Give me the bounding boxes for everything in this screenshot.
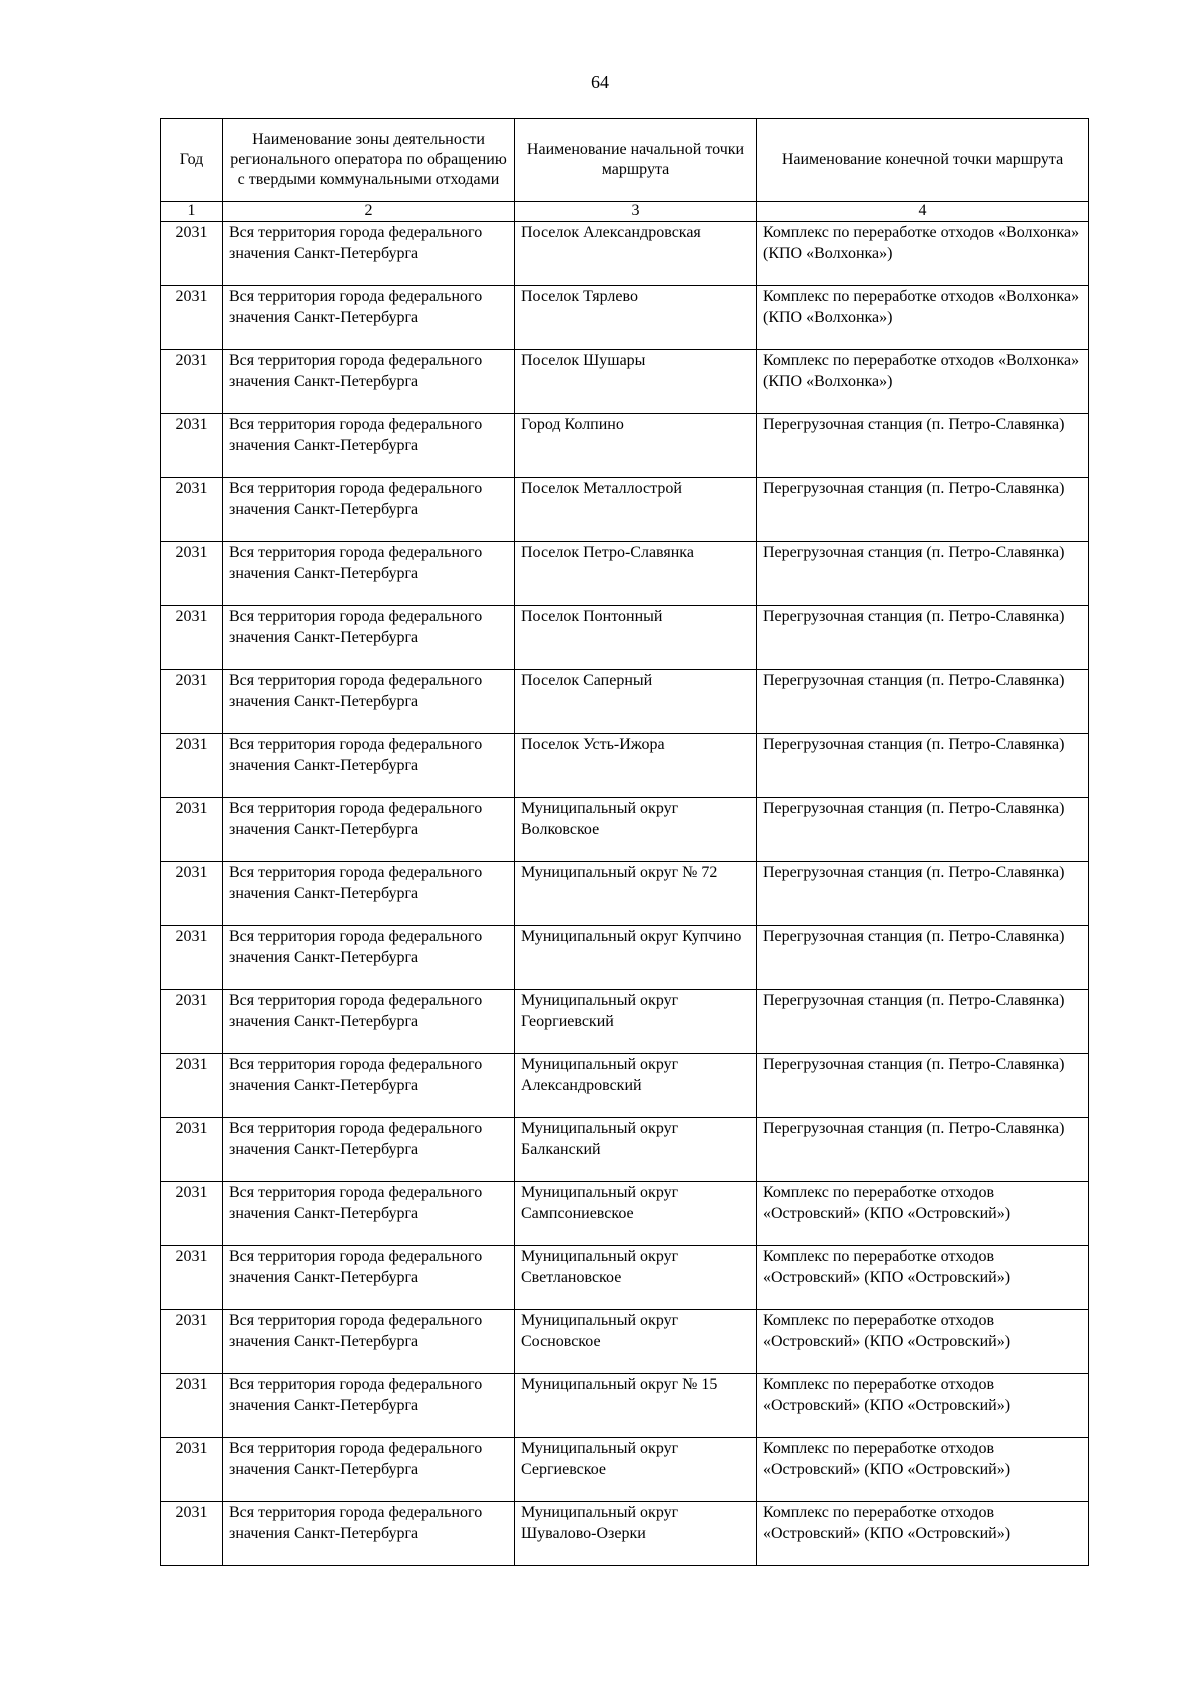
cell-start-point: Муниципальный округ Сосновское xyxy=(515,1310,757,1374)
cell-end-point: Комплекс по переработке отходов «Островский» (КПО «Островский») xyxy=(757,1182,1089,1246)
table-row xyxy=(161,1438,1089,1502)
cell-end-point: Перегрузочная станция (п. Петро-Славянка) xyxy=(757,990,1089,1054)
cell-start-point: Поселок Саперный xyxy=(515,670,757,734)
cell-zone: Вся территория города федерального значения Санкт-Петербурга xyxy=(223,286,515,350)
cell-year: 2031 xyxy=(161,286,223,350)
cell-zone: Вся территория города федерального значения Санкт-Петербурга xyxy=(223,734,515,798)
cell-year: 2031 xyxy=(161,670,223,734)
cell-zone: Вся территория города федерального значения Санкт-Петербурга xyxy=(223,1182,515,1246)
routes-table xyxy=(160,118,1089,1566)
cell-zone: Вся территория города федерального значения Санкт-Петербурга xyxy=(223,1502,515,1566)
column-number: 1 xyxy=(161,202,223,222)
header-end-point: Наименование конечной точки маршрута xyxy=(757,119,1089,202)
cell-year: 2031 xyxy=(161,1502,223,1566)
table-row xyxy=(161,222,1089,286)
cell-zone: Вся территория города федерального значения Санкт-Петербурга xyxy=(223,798,515,862)
cell-end-point: Перегрузочная станция (п. Петро-Славянка) xyxy=(757,542,1089,606)
cell-start-point: Муниципальный округ Купчино xyxy=(515,926,757,990)
header-zone: Наименование зоны деятельности регионального оператора по обращению с твердыми коммунальными отходами xyxy=(223,119,515,202)
column-number-row xyxy=(161,202,1089,222)
header-row xyxy=(161,119,1089,202)
cell-zone: Вся территория города федерального значения Санкт-Петербурга xyxy=(223,1118,515,1182)
cell-start-point: Муниципальный округ № 72 xyxy=(515,862,757,926)
cell-start-point: Муниципальный округ Сампсониевское xyxy=(515,1182,757,1246)
cell-zone: Вся территория города федерального значения Санкт-Петербурга xyxy=(223,1310,515,1374)
cell-end-point: Комплекс по переработке отходов «Островский» (КПО «Островский») xyxy=(757,1502,1089,1566)
cell-zone: Вся территория города федерального значения Санкт-Петербурга xyxy=(223,222,515,286)
cell-start-point: Поселок Петро-Славянка xyxy=(515,542,757,606)
cell-year: 2031 xyxy=(161,1054,223,1118)
cell-zone: Вся территория города федерального значения Санкт-Петербурга xyxy=(223,1246,515,1310)
cell-zone: Вся территория города федерального значения Санкт-Петербурга xyxy=(223,414,515,478)
cell-end-point: Комплекс по переработке отходов «Островский» (КПО «Островский») xyxy=(757,1246,1089,1310)
table-row xyxy=(161,1310,1089,1374)
cell-end-point: Комплекс по переработке отходов «Волхонка» (КПО «Волхонка») xyxy=(757,286,1089,350)
cell-end-point: Перегрузочная станция (п. Петро-Славянка) xyxy=(757,1054,1089,1118)
cell-year: 2031 xyxy=(161,350,223,414)
cell-year: 2031 xyxy=(161,990,223,1054)
cell-year: 2031 xyxy=(161,798,223,862)
table-row xyxy=(161,990,1089,1054)
cell-zone: Вся территория города федерального значения Санкт-Петербурга xyxy=(223,1374,515,1438)
cell-start-point: Муниципальный округ Балканский xyxy=(515,1118,757,1182)
cell-zone: Вся территория города федерального значения Санкт-Петербурга xyxy=(223,862,515,926)
cell-zone: Вся территория города федерального значения Санкт-Петербурга xyxy=(223,990,515,1054)
cell-zone: Вся территория города федерального значения Санкт-Петербурга xyxy=(223,542,515,606)
cell-year: 2031 xyxy=(161,414,223,478)
cell-end-point: Перегрузочная станция (п. Петро-Славянка) xyxy=(757,1118,1089,1182)
cell-end-point: Перегрузочная станция (п. Петро-Славянка) xyxy=(757,926,1089,990)
cell-year: 2031 xyxy=(161,1438,223,1502)
cell-zone: Вся территория города федерального значения Санкт-Петербурга xyxy=(223,670,515,734)
table-row xyxy=(161,478,1089,542)
table-body xyxy=(161,222,1089,1566)
table-row xyxy=(161,926,1089,990)
page-number: 64 xyxy=(591,72,609,92)
table-row xyxy=(161,798,1089,862)
column-number: 3 xyxy=(515,202,757,222)
cell-zone: Вся территория города федерального значения Санкт-Петербурга xyxy=(223,1054,515,1118)
cell-start-point: Поселок Металлострой xyxy=(515,478,757,542)
cell-zone: Вся территория города федерального значения Санкт-Петербурга xyxy=(223,350,515,414)
cell-end-point: Перегрузочная станция (п. Петро-Славянка) xyxy=(757,798,1089,862)
table-row xyxy=(161,1182,1089,1246)
cell-end-point: Перегрузочная станция (п. Петро-Славянка) xyxy=(757,862,1089,926)
cell-year: 2031 xyxy=(161,222,223,286)
table-row xyxy=(161,734,1089,798)
table-row xyxy=(161,670,1089,734)
cell-end-point: Перегрузочная станция (п. Петро-Славянка) xyxy=(757,478,1089,542)
table-row xyxy=(161,1246,1089,1310)
cell-year: 2031 xyxy=(161,862,223,926)
cell-start-point: Муниципальный округ Сергиевское xyxy=(515,1438,757,1502)
cell-start-point: Поселок Александровская xyxy=(515,222,757,286)
table-row xyxy=(161,542,1089,606)
cell-zone: Вся территория города федерального значения Санкт-Петербурга xyxy=(223,1438,515,1502)
cell-end-point: Комплекс по переработке отходов «Островский» (КПО «Островский») xyxy=(757,1438,1089,1502)
cell-end-point: Комплекс по переработке отходов «Островский» (КПО «Островский») xyxy=(757,1310,1089,1374)
cell-start-point: Муниципальный округ Александровский xyxy=(515,1054,757,1118)
column-number: 4 xyxy=(757,202,1089,222)
cell-year: 2031 xyxy=(161,926,223,990)
cell-end-point: Перегрузочная станция (п. Петро-Славянка) xyxy=(757,414,1089,478)
cell-start-point: Поселок Тярлево xyxy=(515,286,757,350)
table-row xyxy=(161,414,1089,478)
table-header xyxy=(161,119,1089,222)
cell-year: 2031 xyxy=(161,1246,223,1310)
table-row xyxy=(161,1054,1089,1118)
cell-zone: Вся территория города федерального значения Санкт-Петербурга xyxy=(223,478,515,542)
cell-end-point: Комплекс по переработке отходов «Островский» (КПО «Островский») xyxy=(757,1374,1089,1438)
cell-start-point: Поселок Шушары xyxy=(515,350,757,414)
table-row xyxy=(161,1118,1089,1182)
cell-year: 2031 xyxy=(161,542,223,606)
cell-year: 2031 xyxy=(161,1374,223,1438)
cell-end-point: Перегрузочная станция (п. Петро-Славянка) xyxy=(757,670,1089,734)
cell-end-point: Комплекс по переработке отходов «Волхонка» (КПО «Волхонка») xyxy=(757,350,1089,414)
cell-year: 2031 xyxy=(161,734,223,798)
cell-start-point: Муниципальный округ Светлановское xyxy=(515,1246,757,1310)
cell-start-point: Муниципальный округ Шувалово-Озерки xyxy=(515,1502,757,1566)
cell-end-point: Перегрузочная станция (п. Петро-Славянка) xyxy=(757,734,1089,798)
cell-end-point: Перегрузочная станция (п. Петро-Славянка) xyxy=(757,606,1089,670)
table-row xyxy=(161,606,1089,670)
table-row xyxy=(161,350,1089,414)
cell-year: 2031 xyxy=(161,606,223,670)
cell-year: 2031 xyxy=(161,478,223,542)
cell-zone: Вся территория города федерального значения Санкт-Петербурга xyxy=(223,606,515,670)
header-year: Год xyxy=(161,119,223,202)
cell-start-point: Город Колпино xyxy=(515,414,757,478)
cell-year: 2031 xyxy=(161,1310,223,1374)
header-start-point: Наименование начальной точки маршрута xyxy=(515,119,757,202)
table-row xyxy=(161,1374,1089,1438)
cell-zone: Вся территория города федерального значения Санкт-Петербурга xyxy=(223,926,515,990)
cell-start-point: Муниципальный округ Волковское xyxy=(515,798,757,862)
table-row xyxy=(161,286,1089,350)
column-number: 2 xyxy=(223,202,515,222)
cell-start-point: Поселок Усть-Ижора xyxy=(515,734,757,798)
cell-year: 2031 xyxy=(161,1182,223,1246)
table-row xyxy=(161,1502,1089,1566)
cell-start-point: Муниципальный округ № 15 xyxy=(515,1374,757,1438)
cell-start-point: Муниципальный округ Георгиевский xyxy=(515,990,757,1054)
cell-year: 2031 xyxy=(161,1118,223,1182)
cell-start-point: Поселок Понтонный xyxy=(515,606,757,670)
table-row xyxy=(161,862,1089,926)
cell-end-point: Комплекс по переработке отходов «Волхонка» (КПО «Волхонка») xyxy=(757,222,1089,286)
